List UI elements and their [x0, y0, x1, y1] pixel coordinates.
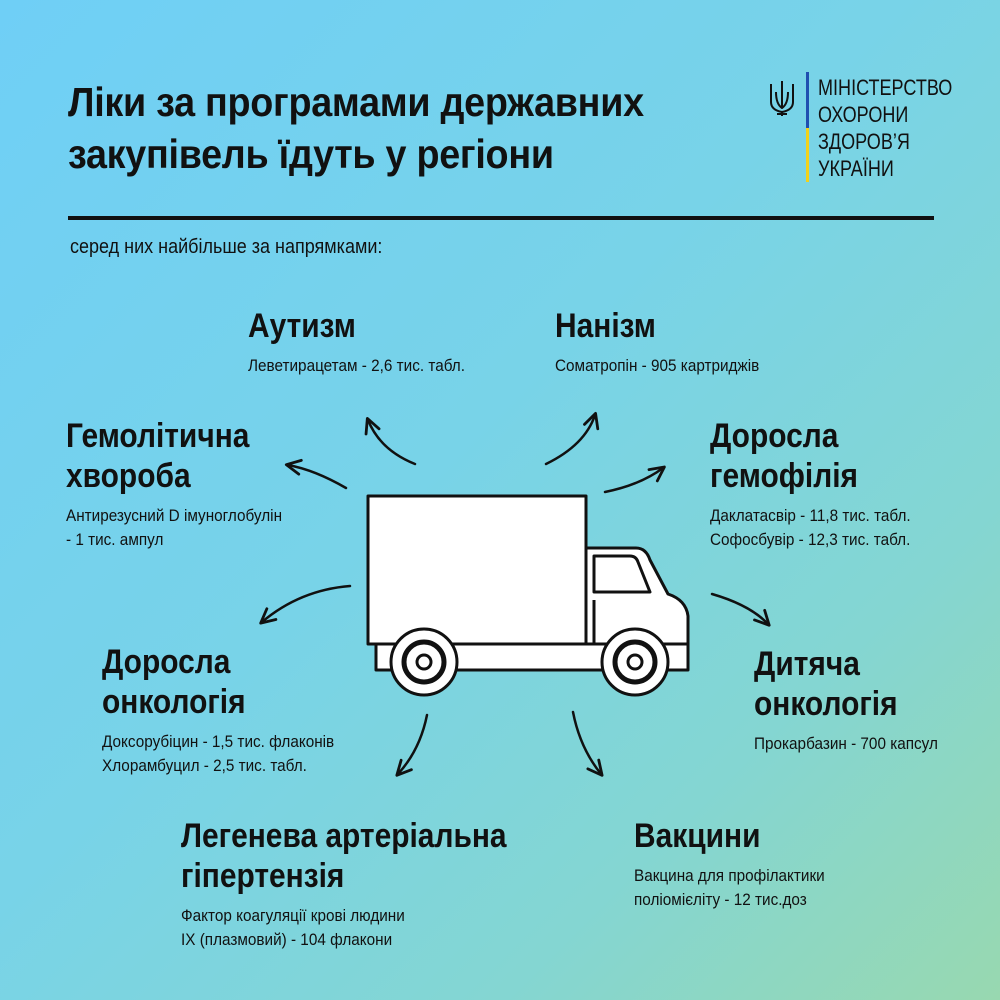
adult-oncology-title-2: онкологія	[102, 683, 246, 721]
vaccines-detail-2: поліомієліту - 12 тис.доз	[634, 890, 807, 909]
hemolytic-title-2: хвороба	[66, 457, 191, 495]
autism-title: Аутизм	[248, 307, 356, 345]
direction-child-oncology	[754, 644, 958, 756]
nanism-detail: Соматропін - 905 картриджів	[555, 356, 760, 375]
hemolytic-title-1: Гемолітична	[66, 417, 250, 455]
pulmonary-title-1: Легенева артеріальна	[181, 817, 507, 855]
hemolytic-detail-2: - 1 тис. ампул	[66, 530, 164, 549]
hemophilia-title-2: гемофілія	[710, 457, 859, 495]
adult-oncology-title-1: Доросла	[102, 643, 231, 681]
arrow-child-oncology	[712, 594, 768, 624]
adult-oncology-detail-2: Хлорамбуцил - 2,5 тис. табл.	[102, 756, 307, 775]
autism-detail: Леветирацетам - 2,6 тис. табл.	[248, 356, 465, 375]
pulmonary-title-2: гіпертензія	[181, 857, 345, 895]
direction-adult-hemophilia	[710, 416, 933, 552]
hemophilia-detail-1: Даклатасвір - 11,8 тис. табл.	[710, 506, 911, 525]
pulmonary-detail-1: Фактор коагуляції крові людини	[181, 906, 405, 925]
pulmonary-detail-2: IX (плазмовий) - 104 флакони	[181, 930, 393, 949]
direction-nanism	[555, 306, 782, 378]
subtitle: серед них найбільше за напрямками:	[70, 236, 383, 258]
child-oncology-detail: Прокарбазин - 700 капсул	[754, 734, 938, 753]
arrow-vaccines	[573, 712, 601, 774]
direction-vaccines	[634, 816, 846, 912]
child-oncology-title-2: онкологія	[754, 685, 898, 723]
title-line-1: Ліки за програмами державних	[68, 79, 644, 125]
hemolytic-detail-1: Антирезусний D імуноглобулін	[66, 506, 283, 525]
logo-line-4: УКРАЇНИ	[818, 156, 894, 181]
arrow-nanism	[546, 415, 595, 464]
adult-oncology-detail	[102, 730, 334, 778]
truck-cargo	[368, 496, 586, 644]
direction-hemolytic-disease	[66, 416, 306, 552]
direction-adult-oncology	[102, 642, 360, 778]
arrow-hemophilia	[605, 468, 663, 492]
adult-oncology-detail-1: Доксорубіцин - 1,5 тис. флаконів	[102, 732, 335, 751]
pulmonary-detail	[181, 904, 514, 952]
logo-line-2: ОХОРОНИ	[818, 102, 909, 127]
hemophilia-detail	[710, 504, 911, 552]
logo-line-1: МІНІСТЕРСТВО	[818, 75, 953, 100]
direction-autism	[248, 306, 489, 378]
direction-pulmonary-hypertension	[181, 816, 551, 952]
vaccines-detail-1: Вакцина для профілактики	[634, 866, 825, 885]
child-oncology-title-1: Дитяча	[754, 645, 860, 683]
arrow-pulmonary	[398, 715, 427, 774]
hemophilia-title-1: Доросла	[710, 417, 839, 455]
arrow-adult-oncology	[262, 586, 350, 622]
hemolytic-detail	[66, 504, 282, 552]
nanism-title: Нанізм	[555, 307, 656, 345]
arrow-autism	[368, 420, 415, 464]
truck-icon	[368, 496, 688, 695]
logo-line-3: ЗДОРОВ’Я	[818, 129, 910, 154]
title-line-2: закупівель їдуть у регіони	[68, 131, 554, 177]
vaccines-detail	[634, 864, 825, 912]
hemophilia-detail-2: Софосбувір - 12,3 тис. табл.	[710, 530, 911, 549]
vaccines-title: Вакцини	[634, 817, 761, 855]
